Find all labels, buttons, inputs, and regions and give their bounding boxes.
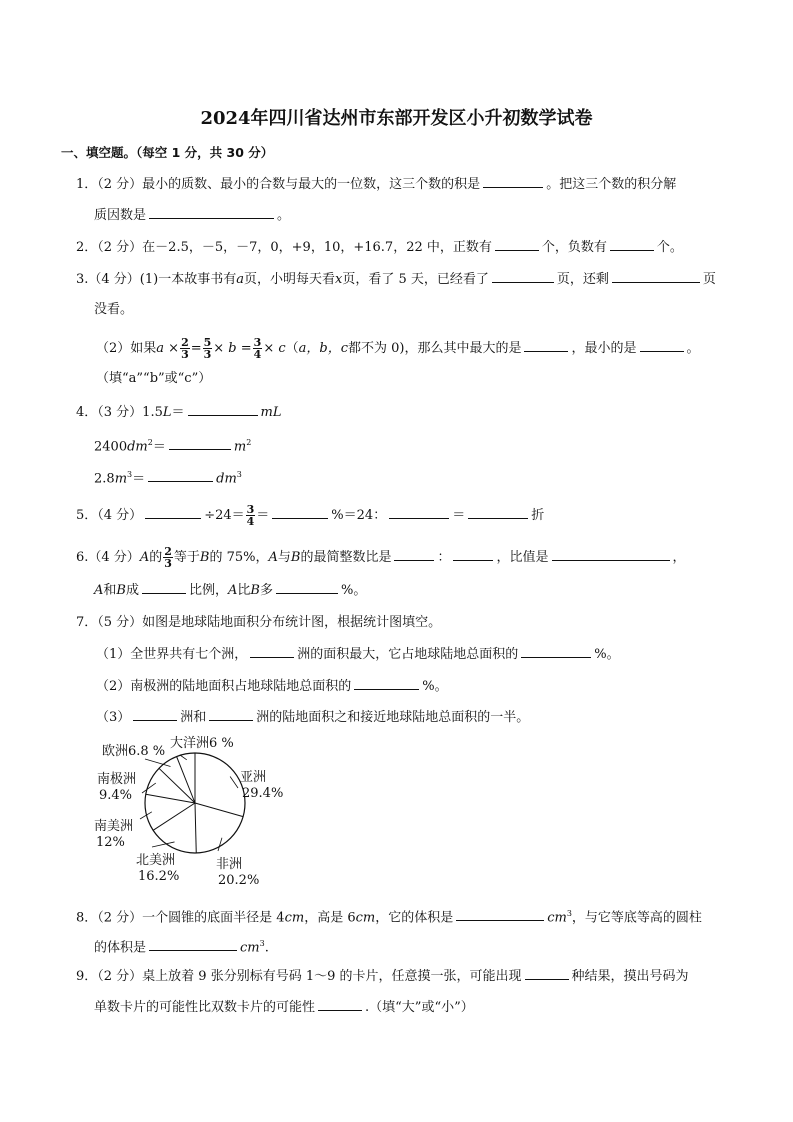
page-title: 2024年四川省达州市东部开发区小升初数学试卷 [200, 108, 593, 129]
answer-blank[interactable] [276, 581, 338, 594]
question-6: 6.（4 分）A的 $\frac{2}{3}$ 等于B的 75%，A与B的最简整数比是 ： ，比值是 ， [76, 545, 686, 570]
answer-blank[interactable] [610, 238, 654, 251]
answer-blank[interactable] [524, 339, 568, 352]
pie-label-value: 12% [96, 835, 125, 850]
pie-label-value: 9.4% [99, 788, 133, 803]
question-4-line3: $2.8m^3= dm^3$ [94, 470, 242, 487]
answer-blank[interactable] [483, 175, 543, 188]
question-9: 9．（2 分）桌上放着 9 张分别标有号码 1～9 的卡片，任意摸一张，可能出现 种结果，摸出号码为 [76, 969, 689, 984]
answer-blank[interactable] [169, 437, 231, 450]
pie-label-value: 20.2% [218, 873, 260, 888]
section-heading: 一、填空题。（每空 1 分，共 30 分） [61, 145, 274, 160]
answer-blank[interactable] [521, 645, 591, 658]
answer-blank[interactable] [453, 548, 493, 561]
fraction: $\frac{2}{3}$ [181, 336, 189, 361]
pie-label-name: 北美洲 [136, 853, 176, 868]
answer-blank[interactable] [318, 998, 362, 1011]
question-4: 4．（3 分）1.5L＝ mL [76, 405, 282, 420]
pie-label-name: 南极洲 [97, 772, 137, 787]
pie-chart-svg [90, 733, 284, 893]
question-8-line2: 的体积是 $cm^3$. [94, 939, 269, 956]
pie-label-name: 南美洲 [94, 819, 134, 834]
question-1-line2: 质因数是 。 [94, 208, 291, 223]
answer-blank[interactable] [394, 548, 434, 561]
question-8: 8．（2 分）一个圆锥的底面半径是 4cm，高是 6cm，它的体积是 $cm^3$，与它等底等高的圆柱 [76, 909, 702, 926]
question-4-line2: $2400dm^2= m^2$ [94, 438, 252, 455]
question-3-line2: 没看。 [94, 302, 134, 317]
answer-blank[interactable] [525, 967, 569, 980]
pie-label-value: 29.4% [242, 786, 284, 801]
answer-blank[interactable] [272, 506, 328, 519]
answer-blank[interactable] [456, 908, 544, 921]
answer-blank[interactable] [468, 506, 528, 519]
answer-blank[interactable] [354, 677, 419, 690]
fraction: $\frac{3}{4}$ [246, 503, 255, 528]
answer-blank[interactable] [612, 270, 700, 283]
fraction: $\frac{3}{4}$ [253, 336, 262, 361]
question-3: 3.（4 分）(1)一本故事书有a页，小明每天看x页，看了 5 天，已经看了 页，还剩 页 [76, 272, 716, 287]
answer-blank[interactable] [149, 206, 274, 219]
pie-chart [90, 733, 284, 893]
pie-label: 大洋洲6 % [170, 736, 234, 751]
pie-label-value: 16.2% [138, 869, 180, 884]
answer-blank[interactable] [148, 469, 213, 482]
question-5: 5．（4 分） ÷24＝ $\frac{3}{4}$ ＝ %＝24： ＝ 折 [76, 503, 545, 528]
question-6-line2: A和B成 比例，A比B多 %。 [94, 583, 367, 598]
question-3-hint: （填“a”“b”或“c”） [96, 371, 212, 386]
question-7-part3: （3） 洲和 洲的陆地面积之和接近地球陆地总面积的一半。 [96, 710, 530, 725]
question-1: 1．（2 分）最小的质数、最小的合数与最大的一位数，这三个数的积是 。把这三个数的积分解 [76, 177, 677, 192]
answer-blank[interactable] [250, 645, 294, 658]
answer-blank[interactable] [495, 238, 539, 251]
answer-blank[interactable] [145, 506, 201, 519]
answer-blank[interactable] [492, 270, 554, 283]
answer-blank[interactable] [640, 339, 684, 352]
question-7-part1: （1）全世界共有七个洲， 洲的面积最大，它占地球陆地总面积的 %。 [96, 647, 620, 662]
question-3-part2: （2）如果a × $\frac{2}{3}$ = $\frac{5}{3}$ × b = $\frac{3}{4}$ × c（a，b，c都不为 0)，那么其中最大的是 ，最小的是 。 [96, 336, 700, 361]
question-2: 2．（2 分）在－2.5，－5，－7，0，+9，10，+16.7，22 中，正数有 个，负数有 个。 [76, 240, 683, 255]
pie-label-name: 亚洲 [240, 770, 267, 785]
pie-label-name: 非洲 [216, 857, 243, 872]
question-9-line2: 单数卡片的可能性比双数卡片的可能性 .（填“大”或“小”） [94, 1000, 474, 1015]
answer-blank[interactable] [389, 506, 449, 519]
answer-blank[interactable] [188, 403, 258, 416]
answer-blank[interactable] [149, 938, 237, 951]
question-7: 7．（5 分）如图是地球陆地面积分布统计图，根据统计图填空。 [76, 615, 442, 630]
answer-blank[interactable] [552, 548, 670, 561]
fraction: $\frac{2}{3}$ [164, 545, 172, 570]
answer-blank[interactable] [142, 581, 186, 594]
pie-label: 欧洲6.8 % [102, 744, 166, 759]
fraction: $\frac{5}{3}$ [203, 336, 212, 361]
question-7-part2: （2）南极洲的陆地面积占地球陆地总面积的 %。 [96, 679, 448, 694]
answer-blank[interactable] [133, 708, 177, 721]
answer-blank[interactable] [209, 708, 253, 721]
